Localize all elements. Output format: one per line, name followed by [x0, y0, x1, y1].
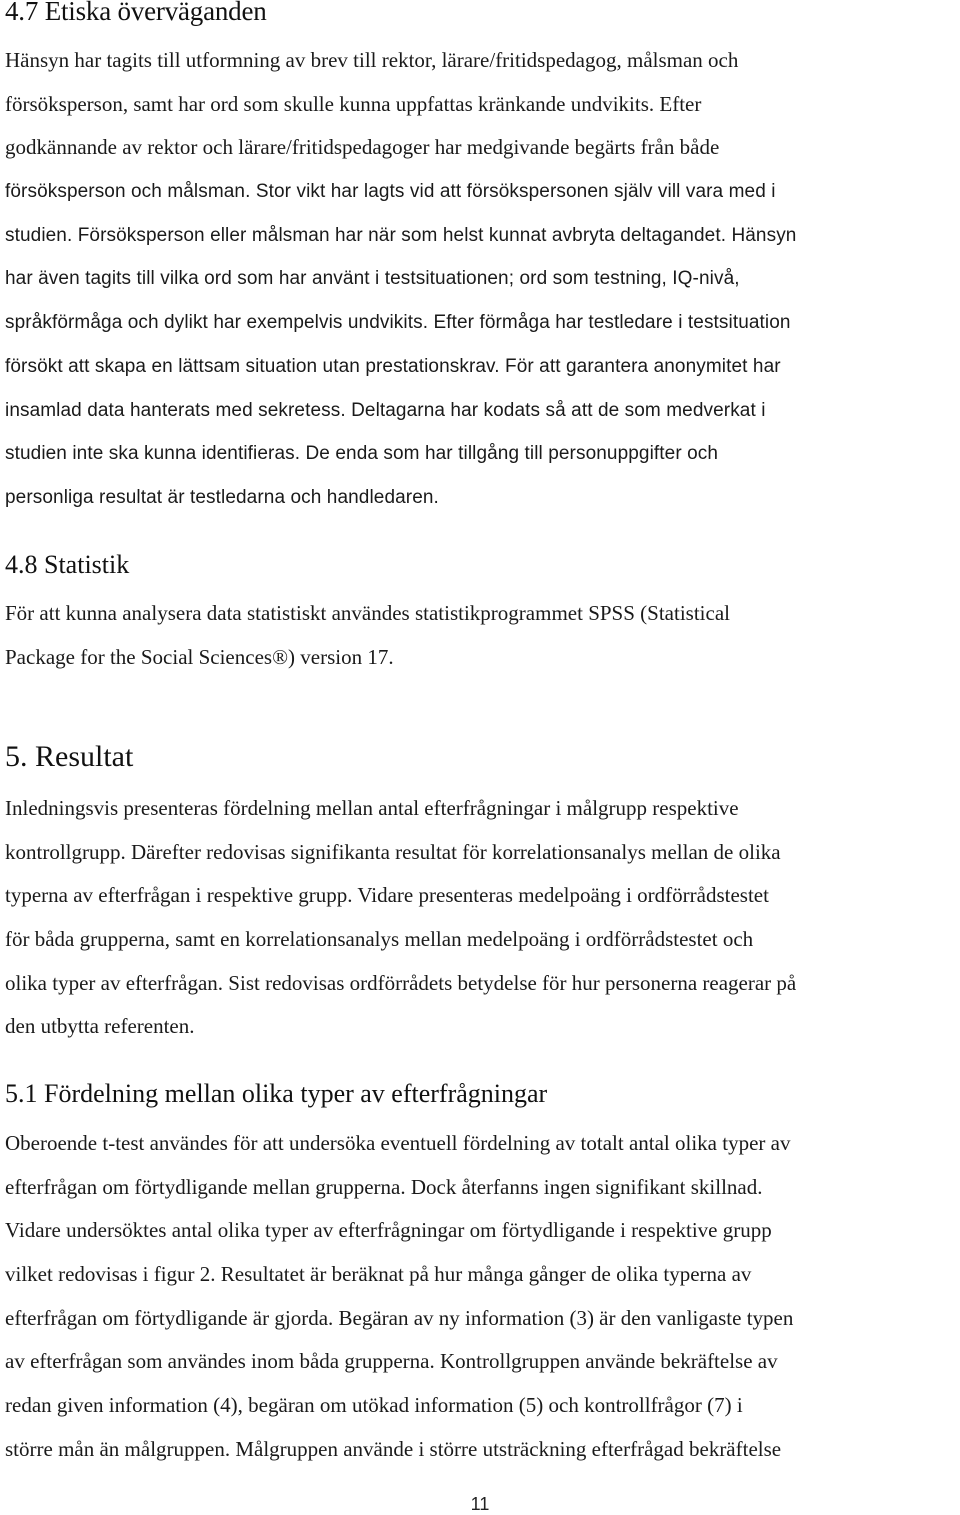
text-line: språkförmåga och dylikt har exempelvis undvikits. Efter förmåga har testledare i testsituation [5, 312, 791, 334]
text-line: efterfrågan om förtydligande är gjorda. Begäran av ny information (3) är den vanligaste typen [5, 1305, 794, 1330]
text-line: för båda grupperna, samt en korrelationsanalys mellan medelpoäng i ordförrådstestet och [5, 927, 754, 952]
text-line: För att kunna analysera data statistiskt användes statistikprogrammet SPSS (Statistical [5, 601, 730, 625]
page-number: 11 [470, 1494, 490, 1514]
section-heading-results: 5. Resultat [5, 740, 134, 773]
text-line: vilket redovisas i figur 2. Resultatet är beräknat på hur många gånger de olika typerna av [5, 1262, 752, 1287]
section-heading-statistics: 4.8 Statistik [5, 550, 130, 579]
text-line: kontrollgrupp. Därefter redovisas signifikanta resultat för korrelationsanalys mellan de olika [5, 839, 781, 864]
text-line: redan given information (4), begäran om utökad information (5) och kontrollfrågor (7) i [5, 1393, 743, 1418]
text-line: studien. Försöksperson eller målsman har när som helst kunnat avbryta deltagandet. Hänsyn [5, 224, 797, 246]
text-line: typerna av efterfrågan i respektive grupp. Vidare presenteras medelpoäng i ordförrådstestet [5, 883, 769, 908]
ethics-paragraph [5, 39, 955, 520]
section-heading-ethics: 4.7 Etiska överväganden [5, 0, 267, 26]
text-line: större mån än målgruppen. Målgruppen använde i större utsträckning efterfrågad bekräftelse [5, 1436, 782, 1461]
text-line: av efterfrågan som användes inom båda grupperna. Kontrollgruppen använde bekräftelse av [5, 1349, 778, 1374]
text-line: insamlad data hanterats med sekretess. Deltagarna har kodats så att de som medverkat i [5, 399, 766, 421]
text-line: Oberoende t-test användes för att undersöka eventuell fördelning av totalt antal olika typer av [5, 1131, 791, 1155]
text-line: olika typer av efterfrågan. Sist redovisas ordförrådets betydelse för hur personerna reagerar på [5, 970, 797, 995]
text-line: personliga resultat är testledarna och handledaren. [5, 486, 439, 508]
distribution-paragraph [5, 1122, 955, 1472]
statistics-paragraph [5, 592, 955, 679]
text-line: Vidare undersöktes antal olika typer av efterfrågningar om förtydligande i respektive grupp [5, 1218, 772, 1243]
text-line: Hänsyn har tagits till utformning av brev till rektor, lärare/fritidspedagog, målsman och [5, 48, 739, 72]
text-line: den utbytta referenten. [5, 1014, 195, 1039]
results-paragraph [5, 787, 955, 1049]
text-line: försöksperson, samt har ord som skulle kunna uppfattas kränkande undvikits. Efter [5, 91, 702, 116]
text-line: efterfrågan om förtydligande mellan grupperna. Dock återfanns ingen signifikant skillnad. [5, 1174, 763, 1199]
text-line: har även tagits till vilka ord som har använt i testsituationen; ord som testning, IQ-nivå, [5, 268, 740, 290]
section-heading-distribution: 5.1 Fördelning mellan olika typer av efterfrågningar [5, 1079, 548, 1108]
text-line: studien inte ska kunna identifieras. De enda som har tillgång till personuppgifter och [5, 443, 719, 465]
text-line: Package for the Social Sciences®) version 17. [5, 644, 394, 669]
text-line: godkännande av rektor och lärare/fritidspedagoger har medgivande begärts från både [5, 135, 720, 160]
text-line: försöksperson och målsman. Stor vikt har lagts vid att försökspersonen själv vill vara med i [5, 181, 776, 203]
text-line: Inledningsvis presenteras fördelning mellan antal efterfrågningar i målgrupp respektive [5, 796, 739, 820]
text-line: försökt att skapa en lättsam situation utan prestationskrav. För att garantera anonymitet har [5, 355, 781, 377]
